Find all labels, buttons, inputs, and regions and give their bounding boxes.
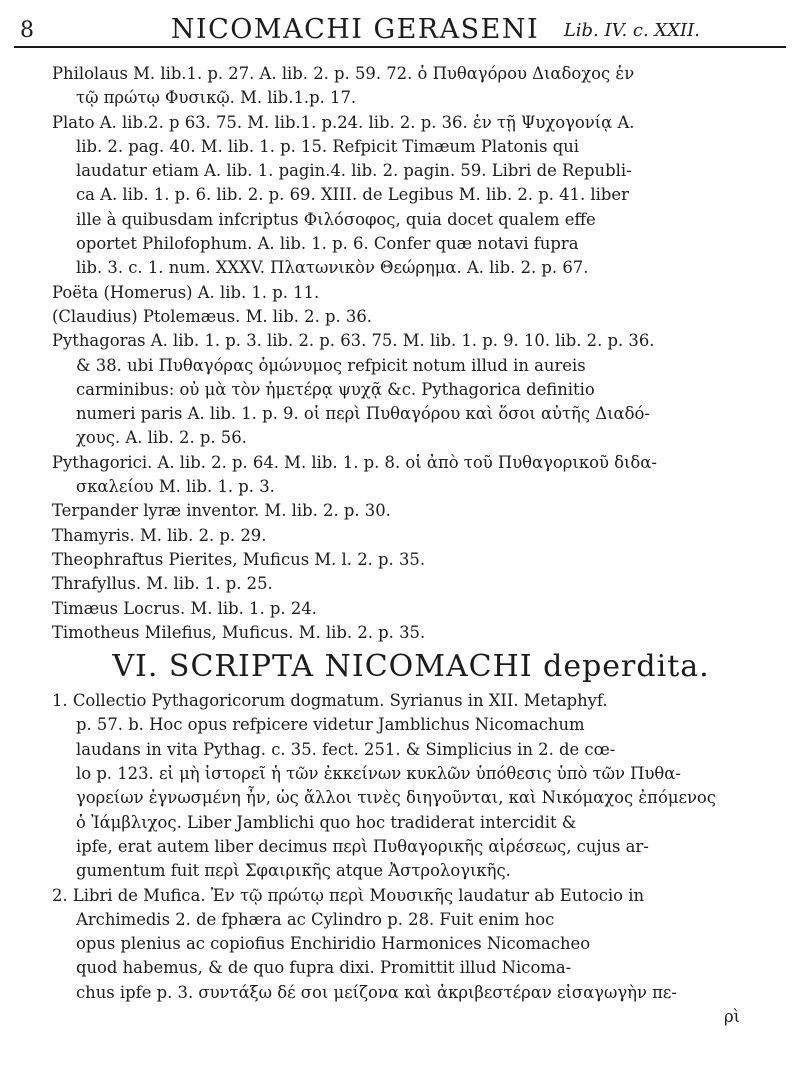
text-line: 1. Collectio Pythagoricorum dogmatum. Syrianus in XII. Metaphyf. bbox=[52, 691, 608, 711]
text-line: & 38. ubi Πυθαγόρας ὁμώνυμος refpicit notum illud in aureis bbox=[76, 355, 586, 375]
text-line: ipfe, erat autem liber decimus περὶ Πυθαγορικῆς αἱρέσεως, cujus ar- bbox=[76, 836, 649, 856]
text-line: Pythagoras A. lib. 1. p. 3. lib. 2. p. 63. 75. M. lib. 1. p. 9. 10. lib. 2. p. 36. bbox=[52, 331, 655, 351]
running-header bbox=[14, 8, 786, 64]
page-number: 8 bbox=[20, 18, 34, 43]
section-heading: VI. SCRIPTA NICOMACHI deperdita. bbox=[112, 649, 710, 685]
text-line: lo p. 123. εἰ μὴ ἱστορεῖ ἡ τῶν ἐκκείνων κυκλῶν ὑπόθεσις ὑπὸ τῶν Πυθα- bbox=[76, 764, 681, 784]
text-line: lib. 2. pag. 40. M. lib. 1. p. 15. Refpicit Timæum Platonis qui bbox=[76, 136, 580, 156]
text-line: oportet Philofophum. A. lib. 1. p. 6. Confer quæ notavi fupra bbox=[76, 234, 579, 254]
header-rule bbox=[14, 46, 786, 48]
text-line: Archimedis 2. de fphæra ac Cylindro p. 28. Fuit enim hoc bbox=[76, 909, 555, 929]
text-line: 2. Libri de Mufica. Ἐν τῷ πρώτῳ περὶ Μουσικῆς laudatur ab Eutocio in bbox=[52, 885, 645, 905]
catchword: ρὶ bbox=[723, 1006, 740, 1026]
text-line: Thrafyllus. M. lib. 1. p. 25. bbox=[52, 574, 273, 594]
text-line: Poëta (Homerus) A. lib. 1. p. 11. bbox=[52, 282, 320, 302]
text-line: Thamyris. M. lib. 2. p. 29. bbox=[52, 525, 267, 545]
text-line: laudans in vita Pythag. c. 35. fect. 251. & Simplicius in 2. de cœ- bbox=[76, 739, 616, 759]
text-line: Plato A. lib.2. p 63. 75. M. lib.1. p.24. lib. 2. p. 36. ἐν τῇ Ψυχογονίᾳ A. bbox=[52, 112, 635, 132]
author-index-list bbox=[52, 62, 770, 645]
running-title: NICOMACHI GERASENI bbox=[170, 14, 540, 45]
text-line: chus ipfe p. 3. συντάξω δέ σοι μείζονα καὶ ἀκριβεστέραν εἰσαγωγὴν πε- bbox=[76, 982, 677, 1002]
lost-works-list bbox=[52, 689, 770, 1005]
text-body bbox=[52, 62, 770, 1029]
text-line: χους. A. lib. 2. p. 56. bbox=[76, 428, 247, 448]
text-line: p. 57. b. Hoc opus refpicere videtur Jamblichus Nicomachum bbox=[76, 715, 585, 735]
text-line: carminibus: οὐ μὰ τὸν ἡμετέρᾳ ψυχᾷ &c. Pythagorica definitio bbox=[76, 379, 595, 399]
text-line: ὁ Ἰάμβλιχος. Liber Jamblichi quo hoc tradiderat intercidit & bbox=[76, 812, 577, 832]
text-line: numeri paris A. lib. 1. p. 9. οἱ περὶ Πυθαγόρου καὶ ὅσοι αὐτῆς Διαδό- bbox=[76, 404, 650, 424]
text-line: laudatur etiam A. lib. 1. pagin.4. lib. 2. pagin. 59. Libri de Republi- bbox=[76, 161, 632, 181]
text-line: Philolaus M. lib.1. p. 27. A. lib. 2. p. 59. 72. ὁ Πυθαγόρου Διαδοχος ἐν bbox=[52, 64, 635, 83]
text-line: ca A. lib. 1. p. 6. lib. 2. p. 69. XIII. de Legibus M. lib. 2. p. 41. liber bbox=[76, 185, 629, 205]
text-line: Timotheus Milefius, Muficus. M. lib. 2. p. 35. bbox=[52, 622, 426, 642]
text-line: lib. 3. c. 1. num. XXXV. Πλατωνικὸν Θεώρημα. A. lib. 2. p. 67. bbox=[76, 258, 589, 278]
text-line: τῷ πρώτῳ Φυσικῷ. M. lib.1.p. 17. bbox=[76, 88, 357, 108]
text-line: quod habemus, & de quo fupra dixi. Promittit illud Nicoma- bbox=[76, 958, 572, 978]
text-line: (Claudius) Ptolemæus. M. lib. 2. p. 36. bbox=[52, 306, 373, 326]
text-line: ille à quibusdam infcriptus Φιλόσοφος, quia docet qualem effe bbox=[76, 209, 596, 229]
text-line: Pythagorici. A. lib. 2. p. 64. M. lib. 1. p. 8. οἱ ἀπὸ τοῦ Πυθαγορικοῦ διδα- bbox=[52, 452, 657, 472]
text-line: σκαλείου M. lib. 1. p. 3. bbox=[76, 477, 275, 497]
text-line: Timæus Locrus. M. lib. 1. p. 24. bbox=[52, 598, 317, 618]
text-line: γορείων ἐγνωσμένη ἦν, ὡς ἄλλοι τινὲς διηγοῦνται, καὶ Νικόμαχος ἐπόμενος bbox=[76, 788, 716, 808]
text-line: Theophraftus Pierites, Muficus M. l. 2. p. 35. bbox=[52, 549, 426, 569]
text-line: opus plenius ac copiofius Enchiridio Harmonices Nicomacheo bbox=[76, 934, 591, 954]
text-line: Terpander lyræ inventor. M. lib. 2. p. 30. bbox=[52, 501, 391, 521]
text-line: gumentum fuit περὶ Σφαιρικῆς atque Ἀστρολογικῆς. bbox=[76, 861, 511, 881]
chapter-reference: Lib. IV. c. XXII. bbox=[563, 20, 700, 41]
